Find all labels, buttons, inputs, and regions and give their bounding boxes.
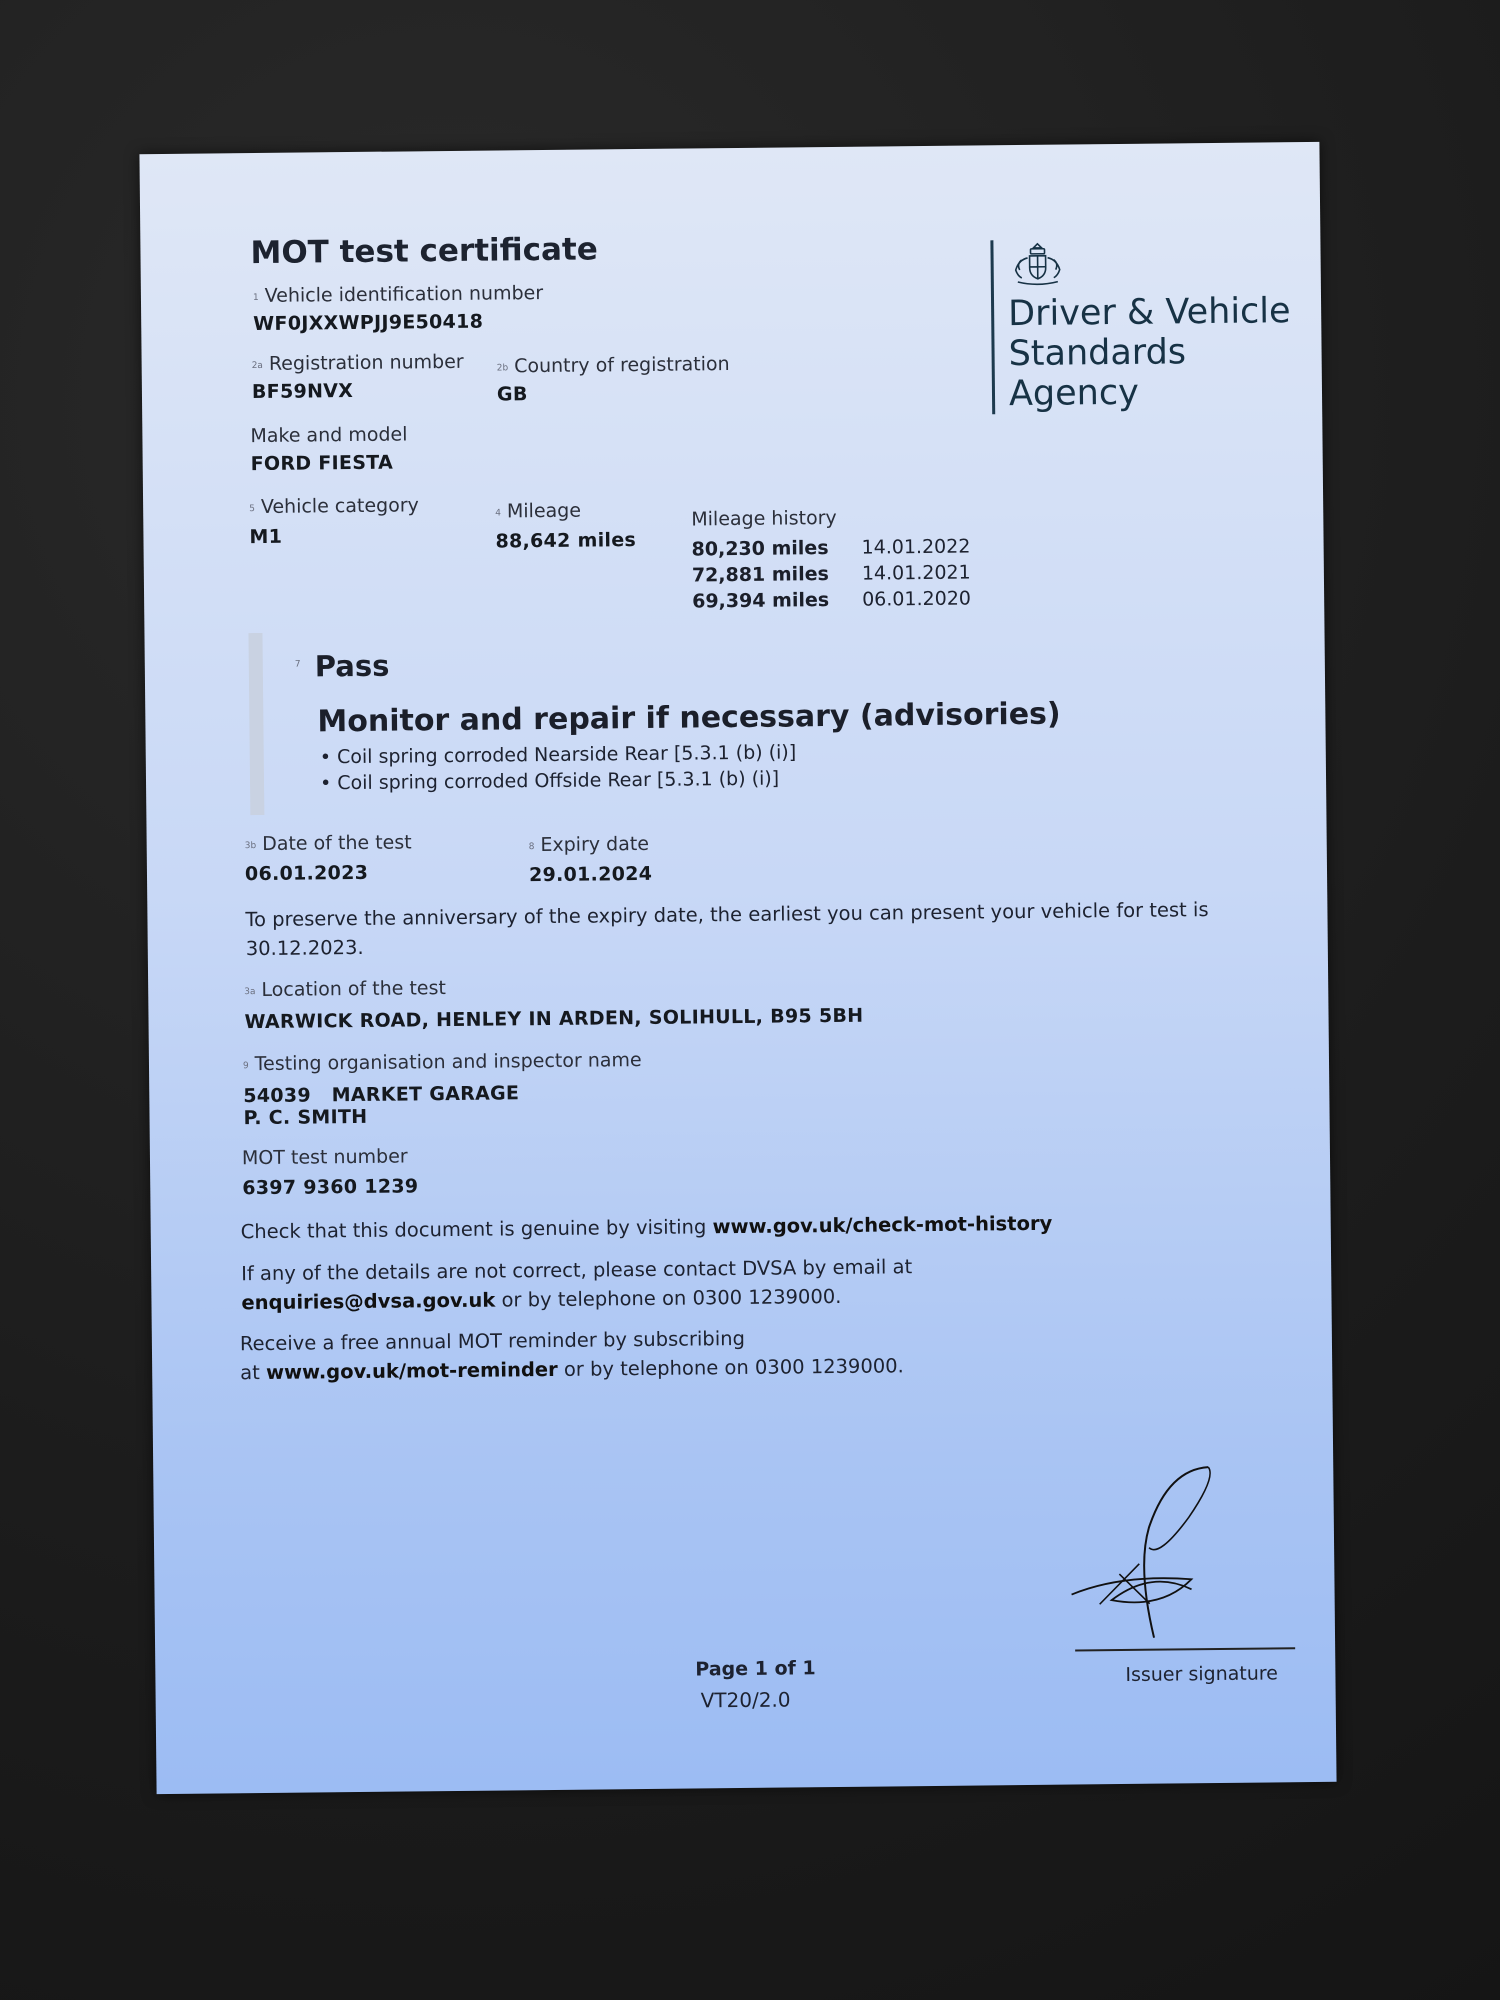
mileage-history-row xyxy=(692,588,971,613)
expiry-date-label: Expiry date xyxy=(540,832,650,857)
vehicle-category-field xyxy=(249,494,419,548)
vin-number: 1 xyxy=(252,292,259,304)
signature-label: Issuer signature xyxy=(1125,1662,1279,1686)
contact-email-link[interactable]: enquiries@dvsa.gov.uk xyxy=(241,1288,496,1315)
category-number: 5 xyxy=(249,504,255,515)
anniversary-note-line1: To preserve the anniversary of the expiry date, the earliest you can present your vehicle for test is xyxy=(245,898,1209,932)
mileage-label: Mileage xyxy=(506,499,582,523)
test-date-field xyxy=(245,831,413,885)
inspector-name: P. C. SMITH xyxy=(243,1105,368,1130)
make-model-label: Make and model xyxy=(250,423,408,448)
history-date: 14.01.2022 xyxy=(861,535,971,559)
contact-text-line2: or by telephone on 0300 1239000. xyxy=(495,1284,842,1312)
location-label: Location of the test xyxy=(261,977,447,1001)
mileage-value: 88,642 miles xyxy=(495,529,637,553)
form-code: VT20/2.0 xyxy=(700,1687,791,1713)
vin-label: Vehicle identification number xyxy=(264,282,544,307)
check-mot-history-link[interactable]: www.gov.uk/check-mot-history xyxy=(712,1211,1053,1239)
test-result-status: Pass xyxy=(314,648,390,684)
advisory-item: • Coil spring corroded Offside Rear [5.3.1 (b) (i)] xyxy=(319,767,780,795)
royal-coat-of-arms-icon xyxy=(1007,240,1067,287)
reminder-text-suffix: or by telephone on 0300 1239000. xyxy=(557,1354,904,1381)
test-date-label: Date of the test xyxy=(262,831,412,855)
verification-paragraph xyxy=(241,1207,1261,1247)
result-bar xyxy=(248,633,264,815)
mileage-number: 4 xyxy=(495,508,502,519)
organisation-label: Testing organisation and inspector name xyxy=(254,1049,642,1076)
vin-value: WF0JXXWPJJ9E50418 xyxy=(253,310,484,336)
advisories-list xyxy=(320,741,797,794)
registration-field xyxy=(252,351,465,403)
make-model-value: FORD FIESTA xyxy=(250,451,394,476)
issuer-signature xyxy=(1068,1462,1290,1644)
agency-name-line1: Driver & Vehicle xyxy=(1007,291,1291,335)
expiry-date-value: 29.01.2024 xyxy=(528,862,653,887)
organisation-field xyxy=(243,1049,642,1129)
history-miles: 80,230 miles xyxy=(691,537,829,561)
contact-text-line1: If any of the details are not correct, please contact DVSA by email at xyxy=(241,1255,913,1286)
reminder-text-line1: Receive a free annual MOT reminder by subscribing xyxy=(239,1326,746,1356)
organisation-number: 9 xyxy=(242,1061,249,1072)
expiry-date-number: 8 xyxy=(528,842,535,853)
mot-certificate-sheet xyxy=(139,142,1336,1794)
mileage-history xyxy=(691,506,971,613)
organisation-name: 54039 MARKET GARAGE xyxy=(243,1082,520,1108)
anniversary-note-line2: 30.12.2023. xyxy=(245,935,364,961)
mileage-history-row xyxy=(692,562,971,587)
mileage-field xyxy=(495,499,636,552)
history-miles: 69,394 miles xyxy=(692,589,830,613)
test-date-number: 3b xyxy=(244,841,257,852)
signature-line xyxy=(1075,1647,1295,1651)
category-label: Vehicle category xyxy=(260,494,419,518)
history-date: 14.01.2021 xyxy=(861,561,971,585)
anniversary-note xyxy=(245,895,1246,963)
dvsa-logo xyxy=(990,237,1291,414)
advisories-heading: Monitor and repair if necessary (advisories) xyxy=(317,696,1061,740)
advisory-item: • Coil spring corroded Nearside Rear [5.3.1 (b) (i)] xyxy=(319,741,797,769)
mileage-history-label: Mileage history xyxy=(691,506,837,531)
country-value: GB xyxy=(496,383,528,406)
history-miles: 72,881 miles xyxy=(691,563,829,587)
category-value: M1 xyxy=(249,525,283,549)
test-number-value: 6397 9360 1239 xyxy=(242,1175,419,1200)
location-field xyxy=(244,973,863,1033)
registration-value: BF59NVX xyxy=(251,379,354,404)
page-number: Page 1 of 1 xyxy=(695,1657,816,1681)
check-text: Check that this document is genuine by visiting xyxy=(240,1215,713,1244)
document-title: MOT test certificate xyxy=(250,231,598,272)
agency-name-line3: Agency xyxy=(1008,372,1140,415)
contact-paragraph xyxy=(241,1249,1262,1318)
reminder-paragraph xyxy=(240,1319,1261,1388)
test-date-value: 06.01.2023 xyxy=(244,861,369,886)
test-number-field xyxy=(242,1145,419,1199)
reminder-text-prefix: at xyxy=(240,1360,267,1385)
location-value: WARWICK ROAD, HENLEY IN ARDEN, SOLIHULL, B95 5BH xyxy=(244,1004,864,1034)
country-field xyxy=(497,353,730,405)
vin-field xyxy=(253,282,544,335)
registration-label: Registration number xyxy=(268,350,464,375)
mot-reminder-link[interactable]: www.gov.uk/mot-reminder xyxy=(265,1357,558,1384)
agency-name-line2: Standards xyxy=(1008,332,1187,375)
location-number: 3a xyxy=(244,987,256,998)
expiry-date-field xyxy=(529,833,653,886)
test-number-label: MOT test number xyxy=(241,1145,408,1170)
registration-number: 2a xyxy=(251,360,263,372)
history-date: 06.01.2020 xyxy=(862,587,972,611)
result-number: 7 xyxy=(294,659,301,670)
country-label: Country of registration xyxy=(514,353,730,378)
mileage-history-row xyxy=(691,536,970,561)
make-model-field xyxy=(250,423,408,475)
country-number: 2b xyxy=(496,363,509,374)
